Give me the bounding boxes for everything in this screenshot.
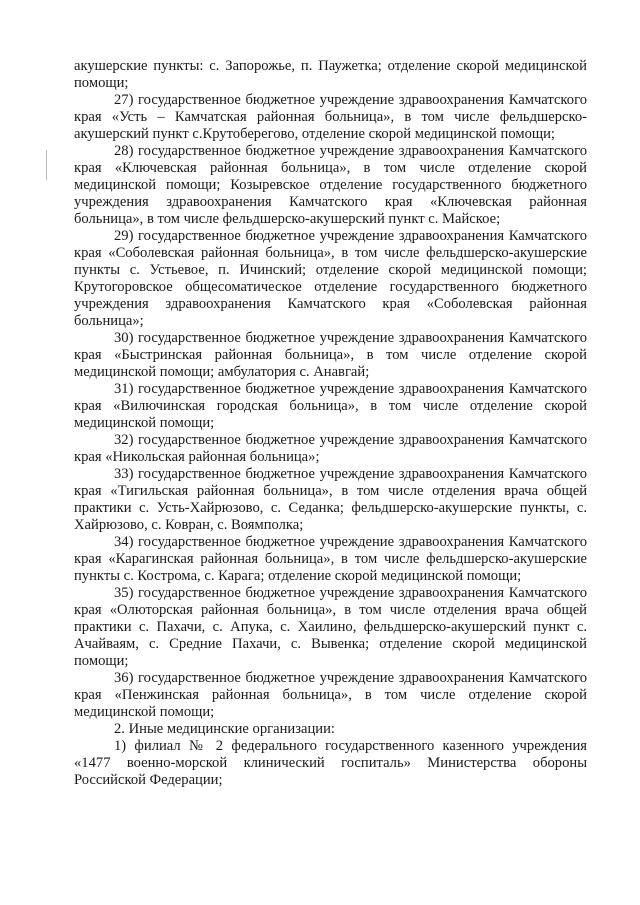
paragraph-34: 34) государственное бюджетное учреждение здравоохранения Камчатского края «Карагинская районная больница», в том числе фельдшерско-акушерские пункты с. Кострома, с. Карага; отделение скорой медицинской помощи; — [74, 534, 587, 584]
paragraph-33: 33) государственное бюджетное учреждение здравоохранения Камчатского края «Тигильская районная больница», в том числе отделения врача общей практики с. Усть-Хайрюзово, с. Седанка; фельдшерско-акушерские пункты, с. Хайрюзово, с. Ковран, с. Воямполка; — [74, 466, 587, 533]
paragraph-36: 36) государственное бюджетное учреждение здравоохранения Камчатского края «Пенжинская районная больница», в том числе отделение скорой медицинской помощи; — [74, 670, 587, 720]
section-2-item-1: 1) филиал № 2 федерального государственного казенного учреждения «1477 военно-морской клинический госпиталь» Министерства обороны Российской Федерации; — [74, 738, 587, 788]
paragraph-32: 32) государственное бюджетное учреждение здравоохранения Камчатского края «Никольская районная больница»; — [74, 432, 587, 465]
document-page — [74, 58, 587, 789]
section-2-heading: 2. Иные медицинские организации: — [114, 721, 335, 737]
paragraph-29: 29) государственное бюджетное учреждение здравоохранения Камчатского края «Соболевская районная больница», в том числе фельдшерско-акушерские пункты с. Устьевое, п. Ичинский; отделение скорой медицинской помощи; Крутогоровское общесоматическое отделение государственного бюджетного учреждения здравоохранения Камчатского края «Соболевская районная больница»; — [74, 228, 587, 329]
paragraph-27: 27) государственное бюджетное учреждение здравоохранения Камчатского края «Усть – Камчатская районная больница», в том числе фельдшерско-акушерский пункт с.Крутоберегово, отделение скорой медицинской помощи; — [74, 92, 587, 142]
paragraph-31: 31) государственное бюджетное учреждение здравоохранения Камчатского края «Вилючинская городская больница», в том числе отделение скорой медицинской помощи; — [74, 381, 587, 431]
paragraph-30: 30) государственное бюджетное учреждение здравоохранения Камчатского края «Быстринская районная больница», в том числе отделение скорой медицинской помощи; амбулатория с. Анавгай; — [74, 330, 587, 380]
scan-margin-mark — [46, 150, 47, 180]
paragraph-35: 35) государственное бюджетное учреждение здравоохранения Камчатского края «Олюторская районная больница», в том числе отделения врача общей практики с. Пахачи, с. Апука, с. Хаилино, фельдшерско-акушерский пункт с. Ачайваям, с. Средние Пахачи, с. Вывенка; отделение скорой медицинской помощи; — [74, 585, 587, 669]
paragraph-continuation: акушерские пункты: с. Запорожье, п. Паужетка; отделение скорой медицинской помощи; — [74, 58, 587, 91]
paragraph-28: 28) государственное бюджетное учреждение здравоохранения Камчатского края «Ключевская районная больница», в том числе отделение скорой медицинской помощи; Козыревское отделение государственного бюджетного учреждения здравоохранения Камчатского края «Ключевская районная больница», в том числе фельдшерско-акушерский пункт с. Майское; — [74, 143, 587, 227]
